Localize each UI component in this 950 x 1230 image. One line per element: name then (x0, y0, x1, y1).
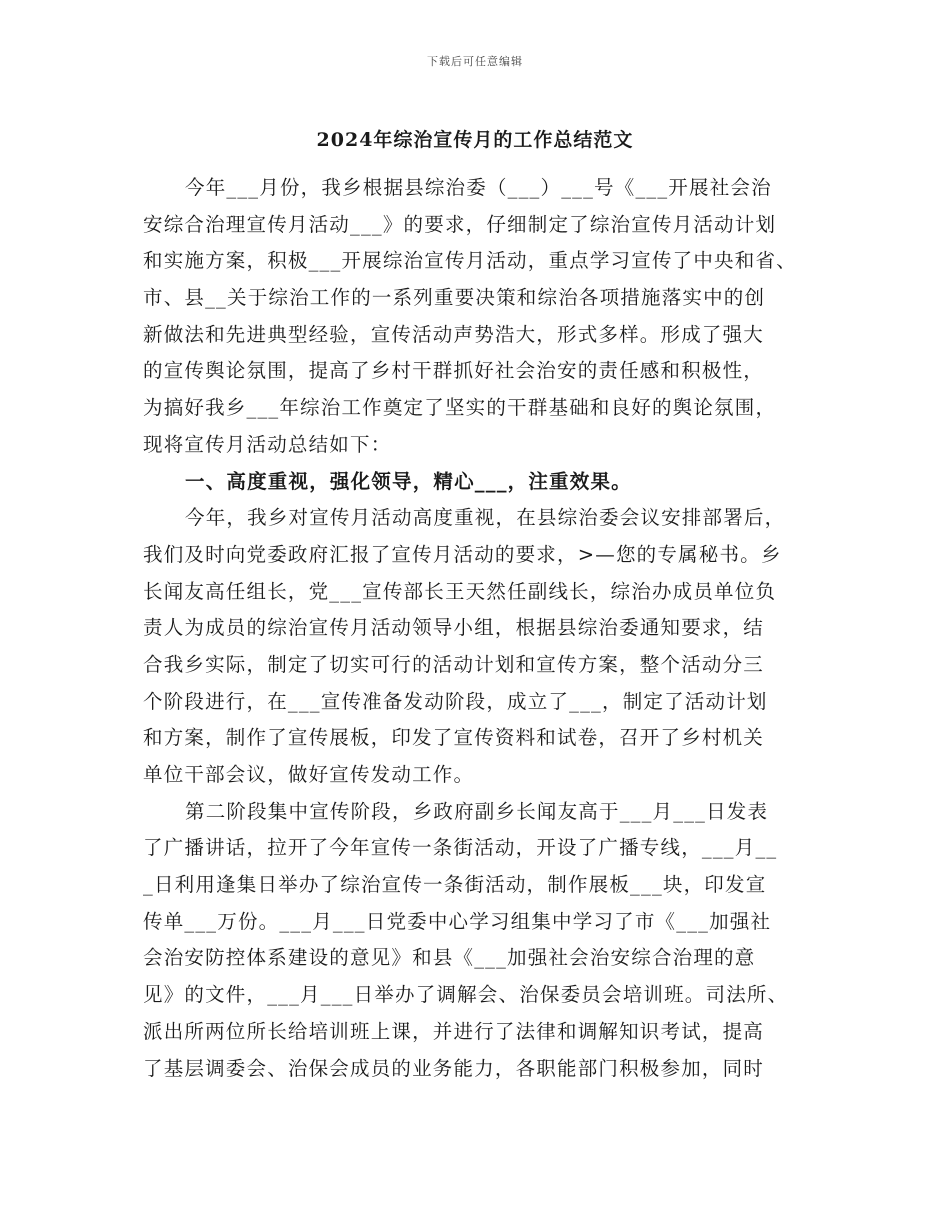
body-text-line: 个阶段进行，在___宣传准备发动阶段，成立了___，制定了活动计划 (143, 689, 768, 713)
document-title: 2024年综治宣传月的工作总结范文 (316, 129, 634, 151)
section-heading: 一、高度重视，强化领导，精心___，注重效果。 (185, 469, 632, 493)
body-text-line: 安综合治理宣传月活动___》的要求，仔细制定了综治宣传月活动计划 (143, 212, 777, 236)
body-text-line: 今年，我乡对宣传月活动高度重视，在县综治委会议安排部署后， (185, 506, 786, 530)
body-text-line: 责人为成员的综治宣传月活动领导小组，根据县综治委通知要求，结 (143, 616, 765, 640)
body-text-line: 我们及时向党委政府汇报了宣传月活动的要求，>—您的专属秘书。乡 (143, 542, 782, 566)
body-text-line: 为搞好我乡___年综治工作奠定了坚实的干群基础和良好的舆论氛围， (143, 396, 777, 420)
body-text-line: 的宣传舆论氛围，提高了乡村干群抓好社会治安的责任感和积极性， (143, 359, 765, 383)
body-text-line: 派出所两位所长给培训班上课，并进行了法律和调解知识考试，提高 (143, 1019, 765, 1043)
body-text-line: 见》的文件，___月___日举办了调解会、治保委员会培训班。司法所、 (143, 983, 789, 1007)
body-text-line: 会治安防控体系建设的意见》和县《___加强社会治安综合治理的意 (143, 946, 756, 970)
body-text-line: 了广播讲话，拉开了今年宣传一条街活动，开设了广播专线，___月__ (143, 836, 778, 860)
body-text-line: 新做法和先进典型经验，宣传活动声势浩大，形式多样。形成了强大 (143, 322, 765, 346)
body-text-line: 传单___万份。___月___日党委中心学习组集中学习了市《___加强社 (143, 909, 772, 933)
body-text-line: 第二阶段集中宣传阶段，乡政府副乡长闻友高于___月___日发表 (185, 799, 769, 823)
header-note: 下载后可任意编辑 (427, 55, 523, 68)
document-body (143, 170, 823, 1087)
body-text-line: _日利用逢集日举办了综治宣传一条街活动，制作展板___块，印发宣 (143, 873, 767, 897)
body-text-line: 长闻友高任组长，党___宣传部长王天然任副线长，综治办成员单位负 (143, 579, 777, 603)
body-text-line: 单位干部会议，做好宣传发动工作。 (143, 763, 475, 786)
body-text-line: 市、县__关于综治工作的一系列重要决策和综治各项措施落实中的创 (143, 286, 766, 310)
body-text-line: 今年___月份，我乡根据县综治委（___）___号《___开展社会治 (185, 176, 772, 199)
body-text-line: 现将宣传月活动总结如下： (143, 432, 392, 456)
body-text-line: 了基层调委会、治保会成员的业务能力，各职能部门积极参加，同时 (143, 1056, 765, 1080)
body-text-line: 和方案，制作了宣传展板，印发了宣传资料和试卷，召开了乡村机关 (143, 726, 765, 750)
body-text-line: 和实施方案，积极___开展综治宣传月活动，重点学习宣传了中央和省、 (143, 249, 797, 273)
body-text-line: 合我乡实际，制定了切实可行的活动计划和宣传方案，整个活动分三 (143, 652, 765, 676)
